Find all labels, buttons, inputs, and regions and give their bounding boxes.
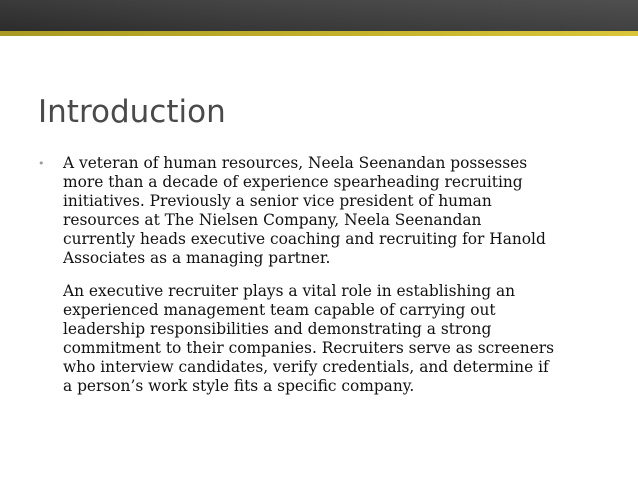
text-line: resources at The Nielsen Company, Neela Seenandan: [63, 211, 482, 229]
text-line: initiatives. Previously a senior vice president of human: [63, 192, 492, 210]
bullet-dot-icon: •: [38, 157, 45, 170]
text-line: who interview candidates, verify credentials, and determine if: [63, 358, 549, 376]
slide-body: [36, 154, 620, 396]
text-line: An executive recruiter plays a vital role in establishing an: [63, 282, 516, 300]
text-line: a person’s work style fits a specific company.: [63, 377, 415, 395]
text-line: leadership responsibilities and demonstrating a strong: [63, 320, 492, 338]
text-line: more than a decade of experience spearheading recruiting: [63, 173, 523, 191]
top-banner: [0, 0, 638, 36]
slide-title: Introduction: [38, 94, 226, 130]
top-banner-sheen: [0, 0, 638, 31]
text-line: Associates as a managing partner.: [63, 249, 331, 267]
text-line: currently heads executive coaching and recruiting for Hanold: [63, 230, 546, 248]
text-line: A veteran of human resources, Neela Seenandan possesses: [63, 154, 528, 172]
text-line: experienced management team capable of carrying out: [63, 301, 496, 319]
bullet-text: [63, 154, 620, 396]
text-line: commitment to their companies. Recruiters serve as screeners: [63, 339, 555, 357]
bullet-item: [36, 154, 620, 396]
paragraph-recruiter-role: [63, 282, 620, 396]
paragraph-intro: [63, 154, 620, 268]
